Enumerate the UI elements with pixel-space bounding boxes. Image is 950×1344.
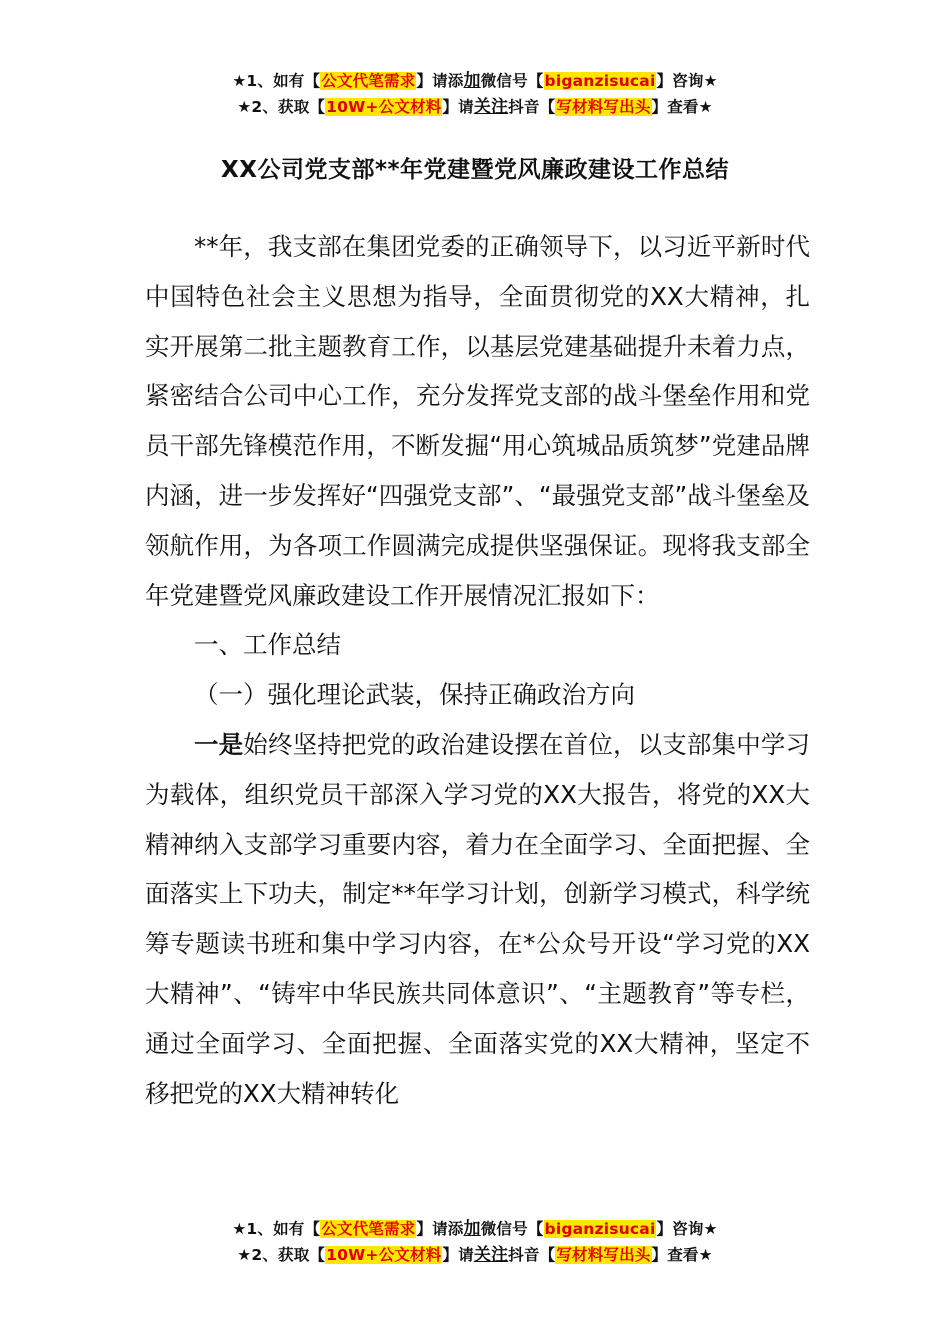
promo-line-2	[0, 1242, 950, 1268]
promo-highlight-materials: 10W+公文材料	[326, 98, 442, 116]
promo-banner-bottom	[0, 1216, 950, 1268]
promo-text: 】请添	[416, 72, 464, 90]
promo-text: 】请添	[416, 1220, 464, 1238]
point-lead: 一是	[194, 729, 244, 759]
document-title: XX公司党支部**年党建暨党风廉政建设工作总结	[220, 157, 730, 183]
promo-highlight-douyin: 写材料写出头	[556, 98, 651, 116]
promo-highlight-service: 公文代笔需求	[321, 72, 416, 90]
promo-emphasis: 关注	[473, 97, 509, 117]
intro-paragraph: **年，我支部在集团党委的正确领导下，以习近平新时代中国特色社会主义思想为指导，全面贯彻党的XX大精神，扎实开展第二批主题教育工作，以基层党建基础提升未着力点，紧密结合公司中心工作，充分发挥党支部的战斗堡垒作用和党员干部先锋模范作用，不断发掘“用心筑城品质筑梦”党建品牌内涵，进一步发挥好“四强党支部”、“最强党支部”战斗堡垒及领航作用，为各项工作圆满完成提供坚强保证。现将我支部全年党建暨党风廉政建设工作开展情况汇报如下：	[145, 232, 810, 610]
promo-text: 微信号【	[480, 72, 544, 90]
promo-text: ★1、如有【	[232, 72, 321, 90]
promo-highlight-materials: 10W+公文材料	[326, 1246, 442, 1264]
promo-line-1	[0, 68, 950, 94]
promo-text: ★2、获取【	[237, 1246, 326, 1264]
promo-text: 抖音【	[508, 98, 556, 116]
document-body	[145, 222, 810, 1118]
point-paragraph	[145, 720, 810, 1118]
promo-emphasis: 加	[463, 71, 481, 91]
promo-highlight-douyin: 写材料写出头	[556, 1246, 651, 1264]
promo-line-2	[0, 94, 950, 120]
promo-emphasis: 关注	[473, 1245, 509, 1265]
promo-text: 】查看★	[651, 98, 713, 116]
promo-text: 微信号【	[480, 1220, 544, 1238]
promo-text: 】请	[442, 98, 474, 116]
promo-text: 】请	[442, 1246, 474, 1264]
promo-emphasis: 加	[463, 1219, 481, 1239]
point-text: 始终坚持把党的政治建设摆在首位，以支部集中学习为载体，组织党员干部深入学习党的XX大报告，将党的XX大精神纳入支部学习重要内容，着力在全面学习、全面把握、全面落实上下功夫，制定**年学习计划，创新学习模式，科学统筹专题读书班和集中学习内容，在*公众号开设“学习党的XX大精神”、“铸牢中华民族共同体意识”、“主题教育”等专栏，通过全面学习、全面把握、全面落实党的XX大精神，坚定不移把党的XX大精神转化	[145, 729, 811, 1108]
promo-highlight-service: 公文代笔需求	[321, 1220, 416, 1238]
promo-text: 】咨询★	[656, 1220, 718, 1238]
promo-line-1	[0, 1216, 950, 1242]
section-heading: 一、工作总结	[194, 630, 341, 660]
promo-text: ★2、获取【	[237, 98, 326, 116]
promo-text: 】咨询★	[656, 72, 718, 90]
promo-highlight-wechat-id: biganzisucai	[544, 1220, 656, 1238]
promo-text: 抖音【	[508, 1246, 556, 1264]
promo-highlight-wechat-id: biganzisucai	[544, 72, 656, 90]
promo-banner-top	[0, 68, 950, 120]
promo-text: 】查看★	[651, 1246, 713, 1264]
promo-text: ★1、如有【	[232, 1220, 321, 1238]
subsection-heading: （一）强化理论武装，保持正确政治方向	[194, 680, 635, 710]
